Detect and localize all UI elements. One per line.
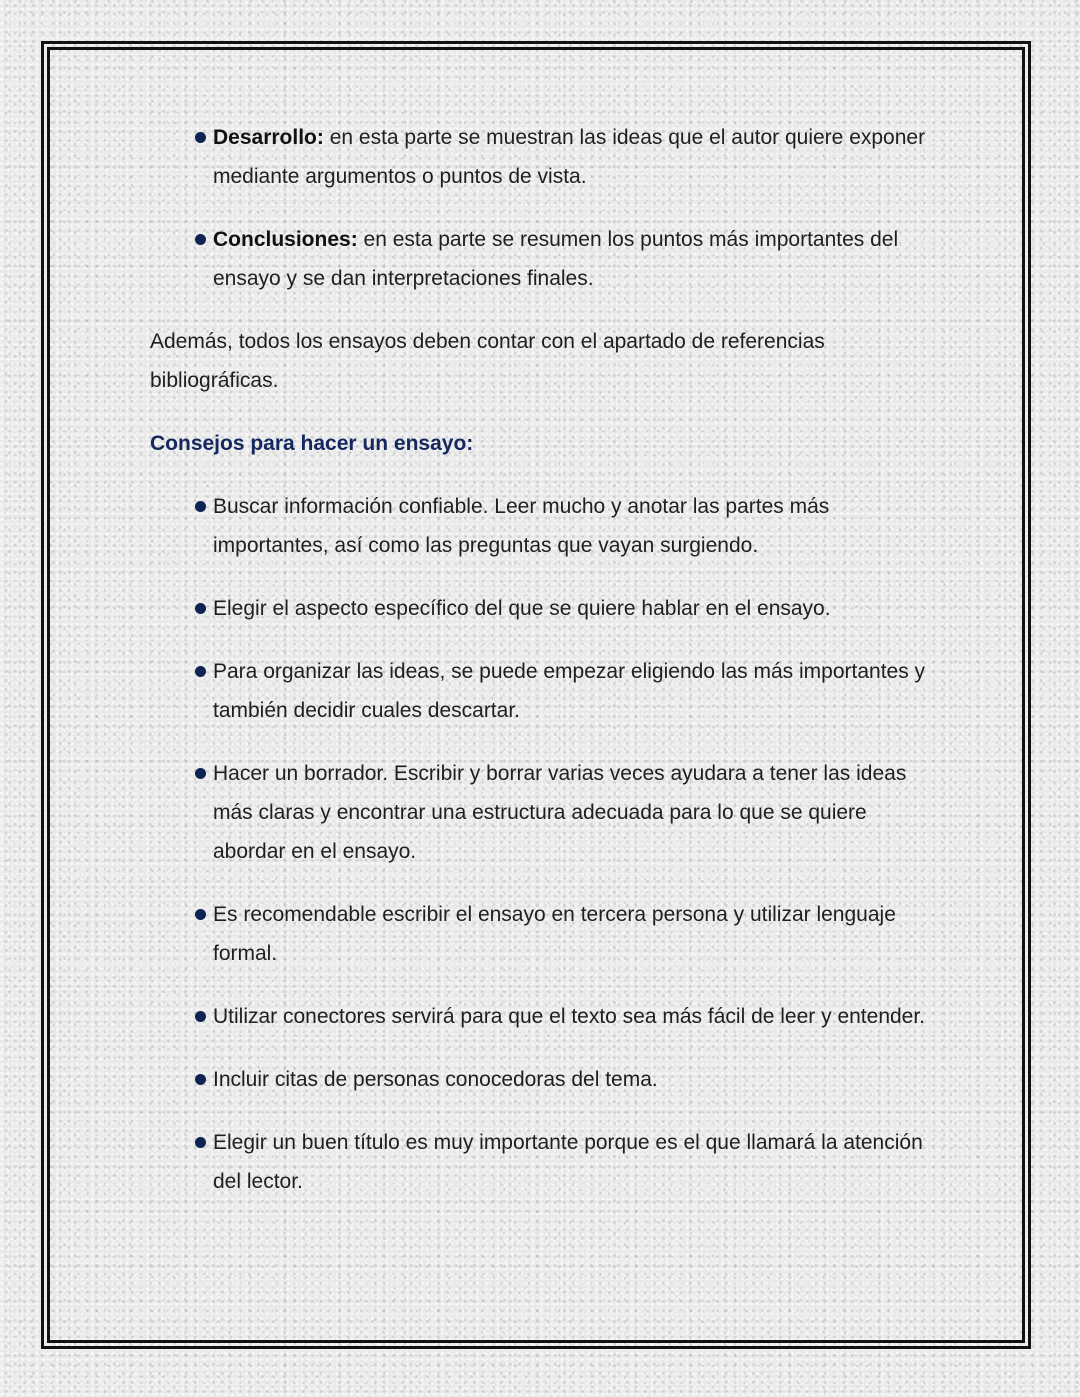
list-item-text: Hacer un borrador. Escribir y borrar varias veces ayudara a tener las ideas más claras y encontrar una estructura adecuada para lo que se quiere abordar en el ensayo. <box>213 762 907 863</box>
list-item <box>150 652 940 730</box>
list-item-text: Incluir citas de personas conocedoras del tema. <box>213 1068 658 1091</box>
list-item-text: Utilizar conectores servirá para que el texto sea más fácil de leer y entender. <box>213 1005 926 1028</box>
list-item <box>150 1123 940 1201</box>
tips-list <box>150 487 940 1201</box>
list-item-conclusiones <box>150 220 940 298</box>
bullet-icon <box>195 1137 206 1148</box>
list-item-text: Buscar información confiable. Leer mucho y anotar las partes más importantes, así como las preguntas que vayan surgiendo. <box>213 495 830 557</box>
list-item-desarrollo <box>150 118 940 196</box>
bullet-icon <box>195 132 206 143</box>
list-item-term: Desarrollo: <box>213 126 324 149</box>
bullet-icon <box>195 1074 206 1085</box>
bullet-icon <box>195 1011 206 1022</box>
list-item-text: en esta parte se resumen los puntos más importantes del ensayo y se dan interpretaciones finales. <box>213 228 899 290</box>
list-item <box>150 589 940 628</box>
list-item-text: Elegir el aspecto específico del que se quiere hablar en el ensayo. <box>213 597 831 620</box>
list-item <box>150 997 940 1036</box>
essay-parts-list <box>150 118 940 298</box>
document-body <box>150 118 940 1225</box>
section-heading: Consejos para hacer un ensayo: <box>150 432 474 455</box>
bullet-icon <box>195 501 206 512</box>
list-item <box>150 487 940 565</box>
list-item-text: Para organizar las ideas, se puede empezar eligiendo las más importantes y también decidir cuales descartar. <box>213 660 926 722</box>
bullet-icon <box>195 909 206 920</box>
list-item <box>150 1060 940 1099</box>
bullet-icon <box>195 666 206 677</box>
list-item-text: en esta parte se muestran las ideas que el autor quiere exponer mediante argumentos o puntos de vista. <box>213 126 926 188</box>
list-item-term: Conclusiones: <box>213 228 358 251</box>
list-item <box>150 754 940 871</box>
list-item-text: Es recomendable escribir el ensayo en tercera persona y utilizar lenguaje formal. <box>213 903 896 965</box>
list-item-text: Elegir un buen título es muy importante porque es el que llamará la atención del lector. <box>213 1131 923 1193</box>
bullet-icon <box>195 234 206 245</box>
list-item <box>150 895 940 973</box>
bullet-icon <box>195 603 206 614</box>
bullet-icon <box>195 768 206 779</box>
references-paragraph: Además, todos los ensayos deben contar con el apartado de referencias bibliográficas. <box>150 330 825 392</box>
